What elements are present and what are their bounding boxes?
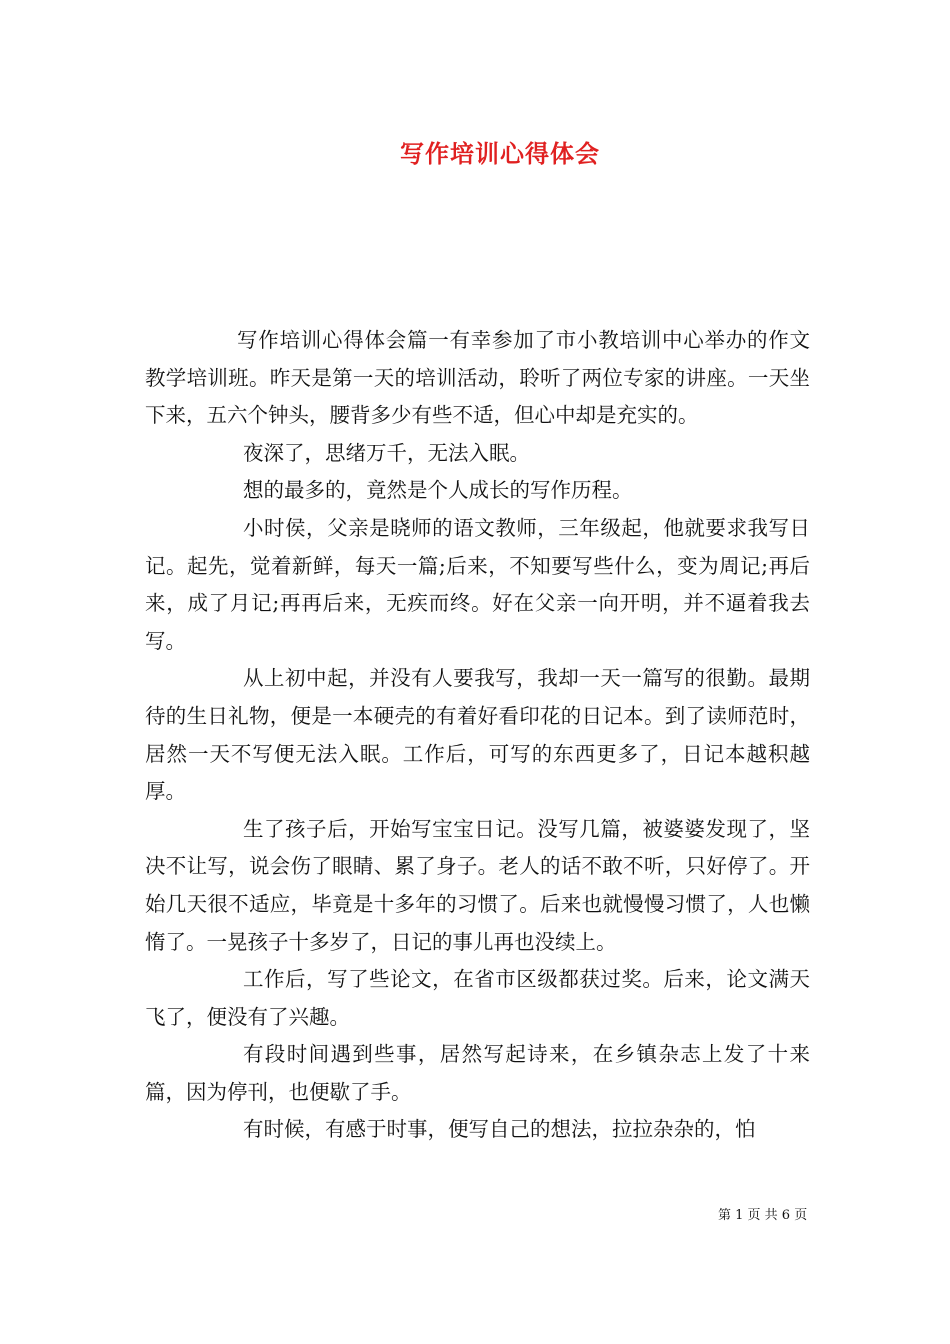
paragraph: 想的最多的，竟然是个人成长的写作历程。 — [243, 478, 633, 503]
paragraph: 从上初中起，并没有人要我写，我却一天一篇写的很勤。最期待的生日礼物，便是一本硬壳的有着好看印花的日记本。到了读师范时，居然一天不写便无法入眠。工作后，可写的东西更多了，日记本越积越厚。 — [145, 666, 810, 804]
paragraph: 小时侯，父亲是晓师的语文教师，三年级起，他就要求我写日记。起先，觉着新鲜，每天一篇;后来，不知要写些什么，变为周记;再后来，成了月记;再再后来，无疾而终。好在父亲一向开明，并不逼着我去写。 — [145, 515, 810, 653]
paragraph: 生了孩子后，开始写宝宝日记。没写几篇，被婆婆发现了，坚决不让写，说会伤了眼睛、累了身子。老人的话不敢不听，只好停了。开始几天很不适应，毕竟是十多年的习惯了。后来也就慢慢习惯了，人也懒惰了。一晃孩子十多岁了，日记的事儿再也没续上。 — [145, 816, 810, 954]
paragraph: 夜深了，思绪万千，无法入眠。 — [243, 440, 530, 465]
page-footer: 第 1 页 共 6 页 — [718, 1208, 808, 1223]
paragraph: 有时候，有感于时事，便写自己的想法，拉拉杂杂的，怕 — [243, 1117, 756, 1142]
paragraph: 有段时间遇到些事，居然写起诗来，在乡镇杂志上发了十来篇，因为停刊，也便歇了手。 — [145, 1042, 810, 1104]
paragraph: 工作后，写了些论文，在省市区级都获过奖。后来，论文满天飞了，便没有了兴趣。 — [145, 967, 810, 1029]
document-title: 写作培训心得体会 — [400, 139, 600, 168]
document-body — [145, 322, 810, 1149]
paragraph: 写作培训心得体会篇一有幸参加了市小教培训中心举办的作文教学培训班。昨天是第一天的培训活动，聆听了两位专家的讲座。一天坐下来，五六个钟头，腰背多少有些不适，但心中却是充实的。 — [145, 328, 810, 428]
